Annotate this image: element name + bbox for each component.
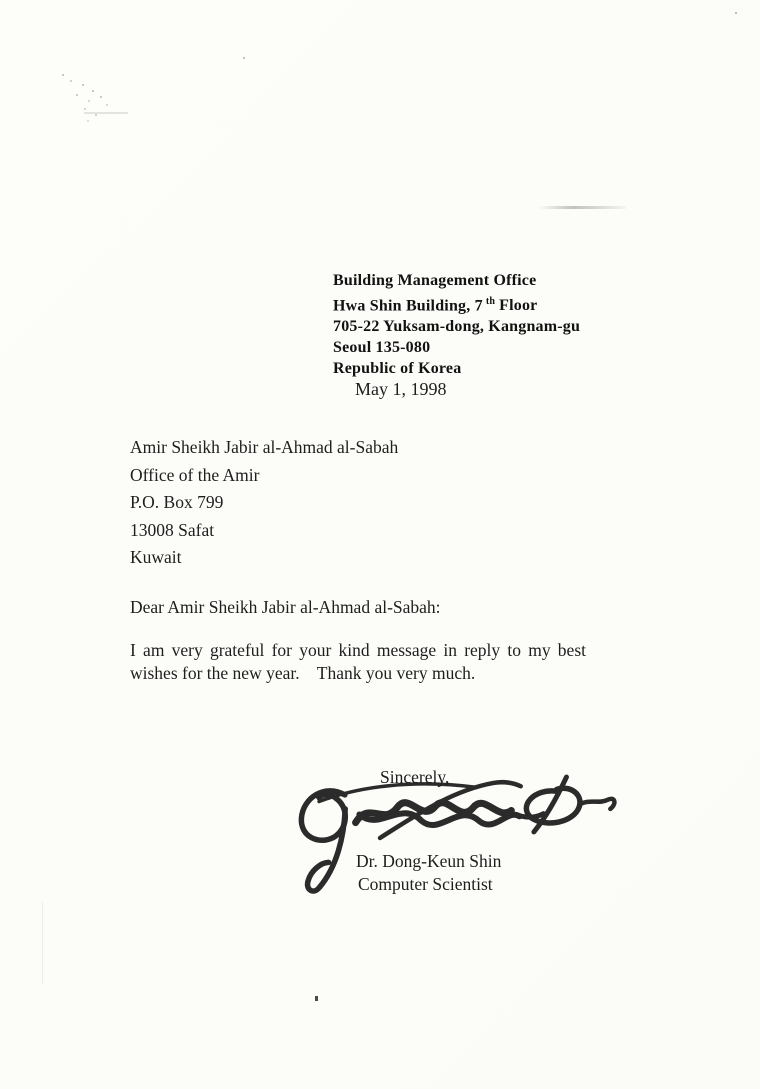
letter-body — [130, 639, 586, 684]
sender-line-building: Hwa Shin Building, 7 $^{th}$ Floor — [333, 295, 538, 315]
recipient-address-block — [130, 434, 398, 572]
letter-date: May 1, 1998 — [355, 379, 447, 399]
recipient-line-name: Amir Sheikh Jabir al-Ahmad al-Sabah — [130, 437, 399, 457]
scan-artifact-crease — [42, 902, 43, 984]
body-line: wishes for the new year. Thank you very much. — [130, 662, 476, 683]
scan-artifact-speck — [243, 57, 245, 59]
sender-address-block — [333, 271, 580, 379]
sender-line-city: Seoul 135-080 — [333, 338, 431, 356]
recipient-line-pobox: P.O. Box 799 — [130, 492, 224, 512]
recipient-line-country: Kuwait — [130, 547, 182, 567]
recipient-line-office: Office of the Amir — [130, 464, 260, 485]
recipient-line-postal: 13008 Safat — [130, 519, 215, 540]
closing: Sincerely, — [380, 767, 450, 787]
scan-artifact-speckles — [62, 74, 64, 76]
scan-artifact-speck — [315, 996, 318, 1001]
signer-name: Dr. Dong-Keun Shin — [356, 851, 502, 871]
signer-title: Computer Scientist — [358, 874, 493, 894]
scan-artifact-streak — [84, 112, 128, 114]
ordinal-superscript: th — [485, 295, 496, 307]
sender-line-country: Republic of Korea — [333, 359, 462, 377]
scan-artifact-streak — [538, 206, 626, 209]
salutation: Dear Amir Sheikh Jabir al-Ahmad al-Sabah: — [130, 597, 441, 617]
sender-line-street: 705-22 Yuksam-dong, Kangnam-gu — [333, 317, 581, 335]
sender-line-office: Building Management Office — [333, 272, 537, 289]
scan-artifact-speck — [735, 12, 737, 14]
body-line: I am very grateful for your kind message in reply to my best — [130, 640, 586, 660]
